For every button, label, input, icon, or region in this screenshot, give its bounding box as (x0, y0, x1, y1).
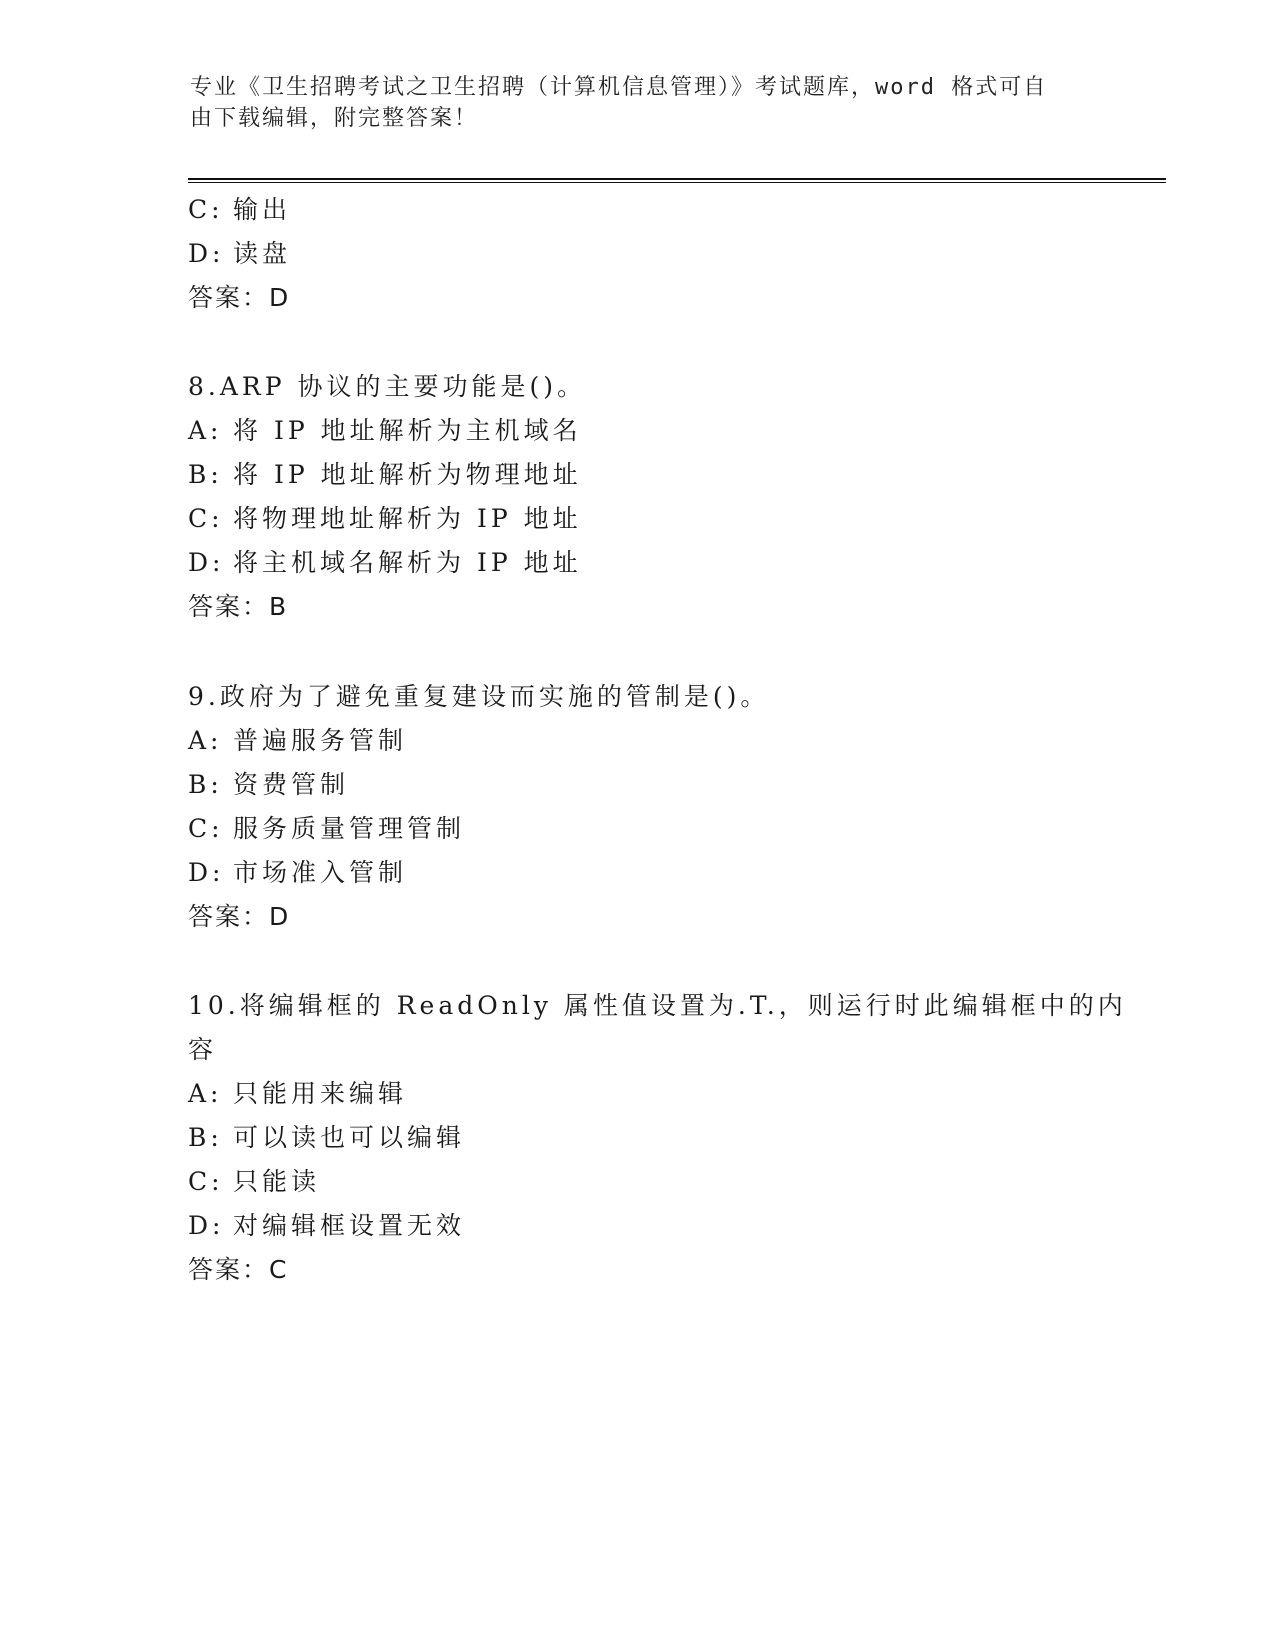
q8-answer: 答案：B (188, 592, 289, 621)
option-text: 将物理地址解析为 IP 地址 (233, 504, 582, 533)
q9-option-a (188, 725, 407, 757)
option-key: D: (188, 548, 225, 577)
option-text: 将主机域名解析为 IP 地址 (233, 548, 582, 577)
option-key: B: (188, 1123, 223, 1152)
q8-option-c (188, 503, 582, 535)
q8-stem: 8.ARP 协议的主要功能是()。 (188, 372, 587, 401)
option-text: 资费管制 (233, 770, 350, 799)
q8-option-b (188, 459, 582, 491)
option-text: 可以读也可以编辑 (233, 1123, 466, 1152)
option-key: A: (188, 726, 223, 755)
option-text: 将 IP 地址解析为物理地址 (233, 460, 582, 489)
q10-option-a (188, 1078, 407, 1110)
prev-option-c (188, 194, 291, 226)
q10-option-c (188, 1166, 320, 1198)
prev-option-d (188, 238, 291, 270)
q10-stem-line-2: 容 (188, 1035, 218, 1064)
q9-option-d (188, 857, 407, 889)
header-divider (188, 178, 1166, 183)
q10-stem-line-1: 10.将编辑框的 ReadOnly 属性值设置为.T.，则运行时此编辑框中的内 (188, 991, 1127, 1020)
q10-option-d (188, 1210, 465, 1242)
option-key: A: (188, 416, 223, 445)
option-text: 将 IP 地址解析为主机域名 (233, 416, 582, 445)
q9-option-b (188, 769, 349, 801)
q10-option-b (188, 1122, 465, 1154)
option-text: 市场准入管制 (233, 858, 408, 887)
option-key: B: (188, 770, 223, 799)
q8-option-d (188, 547, 582, 579)
option-text: 普遍服务管制 (233, 726, 408, 755)
option-key: D: (188, 1211, 225, 1240)
option-key: A: (188, 1079, 223, 1108)
option-text: 输出 (233, 195, 292, 224)
document-header (190, 72, 1090, 134)
option-text: 只能用来编辑 (233, 1079, 408, 1108)
q10-answer: 答案：C (188, 1255, 289, 1284)
q9-option-c (188, 813, 465, 845)
option-key: C: (188, 1167, 224, 1196)
q9-answer: 答案：D (188, 902, 291, 931)
option-text: 对编辑框设置无效 (233, 1211, 466, 1240)
q9-stem: 9.政府为了避免重复建设而实施的管制是()。 (188, 682, 770, 711)
prev-answer: 答案：D (188, 283, 291, 312)
option-key: C: (188, 195, 224, 224)
option-text: 只能读 (233, 1167, 321, 1196)
option-key: D: (188, 239, 225, 268)
q8-option-a (188, 415, 582, 447)
option-key: B: (188, 460, 223, 489)
option-key: D: (188, 858, 225, 887)
header-line-1: 专业《卫生招聘考试之卫生招聘（计算机信息管理）》考试题库，word 格式可自 (190, 75, 1048, 100)
option-text: 服务质量管理管制 (233, 814, 466, 843)
option-key: C: (188, 504, 224, 533)
option-text: 读盘 (233, 239, 292, 268)
header-line-2: 由下载编辑，附完整答案！ (190, 106, 479, 131)
option-key: C: (188, 814, 224, 843)
